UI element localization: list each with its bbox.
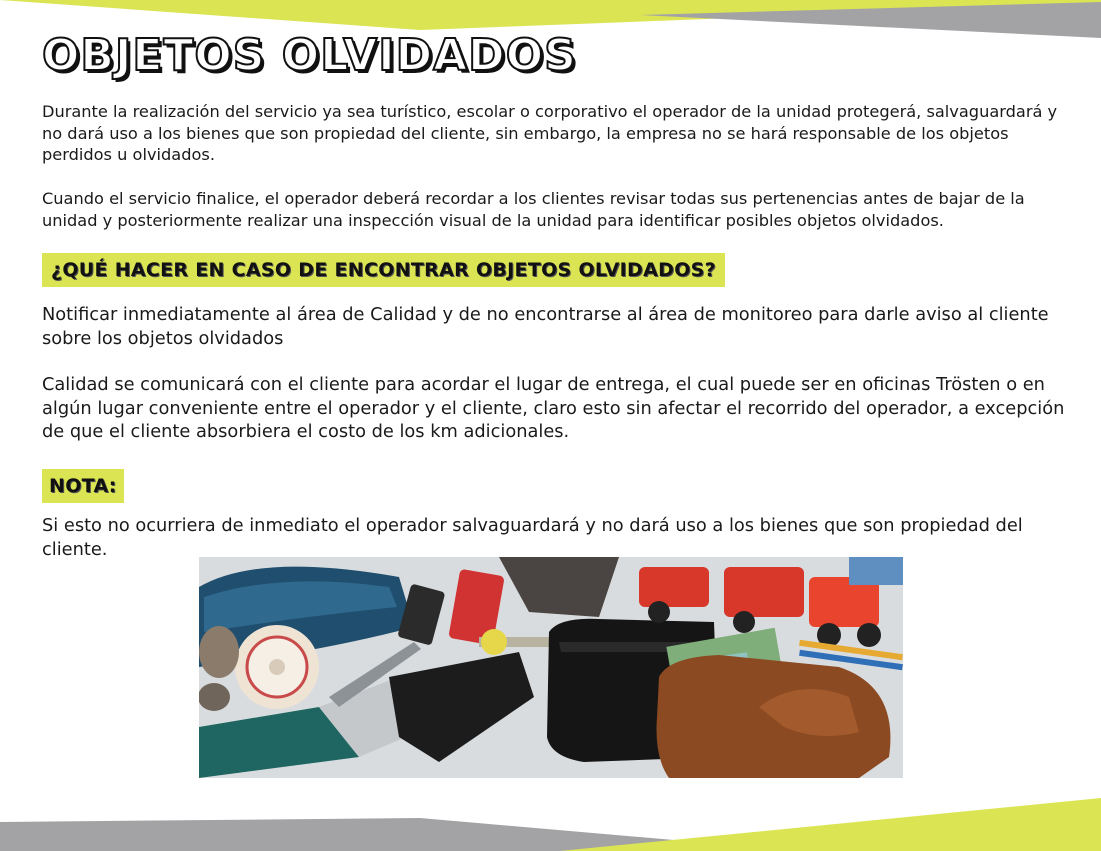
top-gray-stripe bbox=[640, 2, 1101, 38]
note-text: Si esto no ocurriera de inmediato el operador salvaguardará y no dará uso a los bienes que son propiedad del cliente. bbox=[42, 515, 1023, 560]
section-paragraph-2: Calidad se comunicará con el cliente para acordar el lugar de entrega, el cual puede ser en oficinas Trösten o en algún lugar conveniente entre el operador y el cliente, claro esto sin afectar el recorrido del operador, a excepción de que el cliente absorbiera el costo de los km adicionales. bbox=[42, 374, 1065, 442]
lost-objects-illustration bbox=[199, 557, 903, 778]
top-yellow-stripe bbox=[0, 0, 1101, 30]
intro-paragraph-2: Cuando el servicio finalice, el operador deberá recordar a los clientes revisar todas sus pertenencias antes de bajar de la unidad y posteriormente realizar una inspección visual de la unidad para identificar posibles objetos olvidados. bbox=[42, 189, 1025, 230]
section-heading: ¿QUÉ HACER EN CASO DE ENCONTRAR OBJETOS OLVIDADOS? bbox=[42, 253, 725, 287]
intro-paragraph-1: Durante la realización del servicio ya sea turístico, escolar o corporativo el operador de la unidad protegerá, salvaguardará y no dará uso a los bienes que son propiedad del cliente, sin embargo, la empresa no se hará responsable de los objetos perdidos u olvidados. bbox=[42, 102, 1058, 164]
lost-objects-photo bbox=[199, 557, 903, 778]
note-heading: NOTA: bbox=[42, 469, 124, 503]
bottom-yellow-stripe bbox=[560, 798, 1101, 851]
bottom-gray-stripe bbox=[0, 818, 800, 851]
page-title: OBJETOS OLVIDADOS bbox=[42, 30, 577, 81]
section-paragraph-1: Notificar inmediatamente al área de Calidad y de no encontrarse al área de monitoreo para darle aviso al cliente sobre los objetos olvidados bbox=[42, 304, 1049, 349]
